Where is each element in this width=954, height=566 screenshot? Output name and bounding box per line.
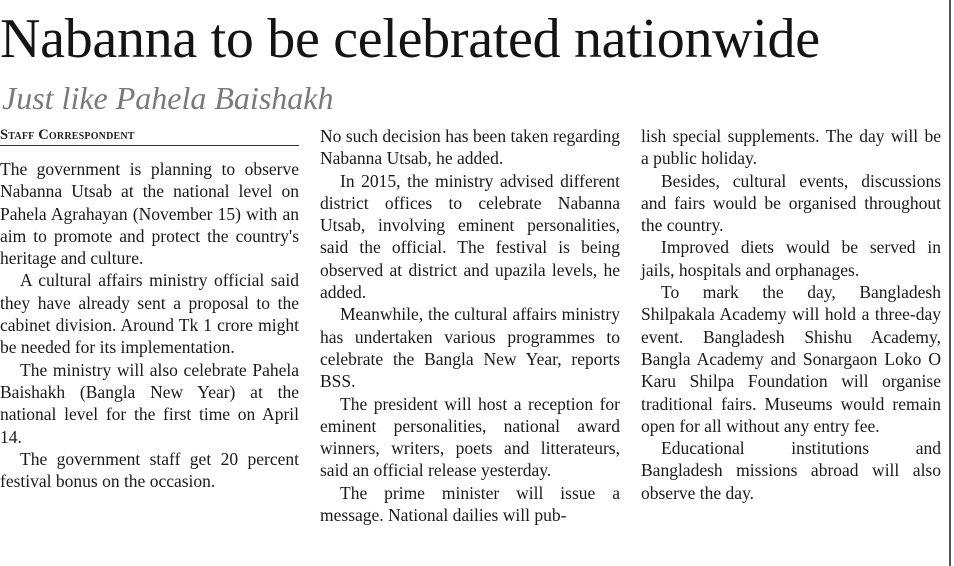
paragraph: The government staff get 20 percent festival bonus on the occasion. xyxy=(0,448,299,492)
article-column-3 xyxy=(641,125,941,504)
paragraph: Besides, cultural events, discussions and fairs would be organised throughout the country. xyxy=(641,170,941,236)
paragraph: No such decision has been taken regarding Nabanna Utsab, he added. xyxy=(320,126,620,169)
headline: Nabanna to be celebrated nationwide xyxy=(0,8,820,70)
paragraph: In 2015, the ministry advised different district offices to celebrate Nabanna Utsab, involving eminent personalities, said the official. The festival is being observed at district and upazila levels, he added. xyxy=(320,170,620,303)
subheadline: Just like Pahela Baishakh xyxy=(2,80,334,116)
paragraph: A cultural affairs ministry official said they have already sent a proposal to the cabinet division. Around Tk 1 crore might be needed for its implementation. xyxy=(0,270,299,358)
paragraph: The prime minister will issue a message. National dailies will pub- xyxy=(320,482,620,526)
byline: Staff Correspondent xyxy=(0,125,299,146)
article-column-2 xyxy=(320,125,620,526)
article-column-1 xyxy=(0,125,299,492)
paragraph: The ministry will also celebrate Pahela Baishakh (Bangla New Year) at the national level for the first time on April 14. xyxy=(0,359,299,447)
paragraph: The president will host a reception for eminent personalities, national award winners, writers, poets and litterateurs, said an official release yesterday. xyxy=(320,393,620,481)
paragraph: Improved diets would be served in jails, hospitals and orphanages. xyxy=(641,237,941,280)
paragraph: To mark the day, Bangladesh Shilpakala Academy will hold a three-day event. Bangladesh Shishu Academy, Bangla Academy and Sonargaon Loko O Karu Shilpa Foundation will organise traditional fairs. Museums would remain open for all without any entry fee. xyxy=(641,282,941,436)
column-rule xyxy=(949,0,951,566)
paragraph: Educational institutions and Bangladesh missions abroad will also observe the day. xyxy=(641,438,941,503)
paragraph: The government is planning to observe Nabanna Utsab at the national level on Pahela Agrahayan (November 15) with an aim to promote and protect the country's heritage and culture. xyxy=(0,159,299,269)
paragraph: lish special supplements. The day will be a public holiday. xyxy=(641,126,941,169)
paragraph: Meanwhile, the cultural affairs ministry has undertaken various programmes to celebrate the Bangla New Year, reports BSS. xyxy=(320,304,620,392)
